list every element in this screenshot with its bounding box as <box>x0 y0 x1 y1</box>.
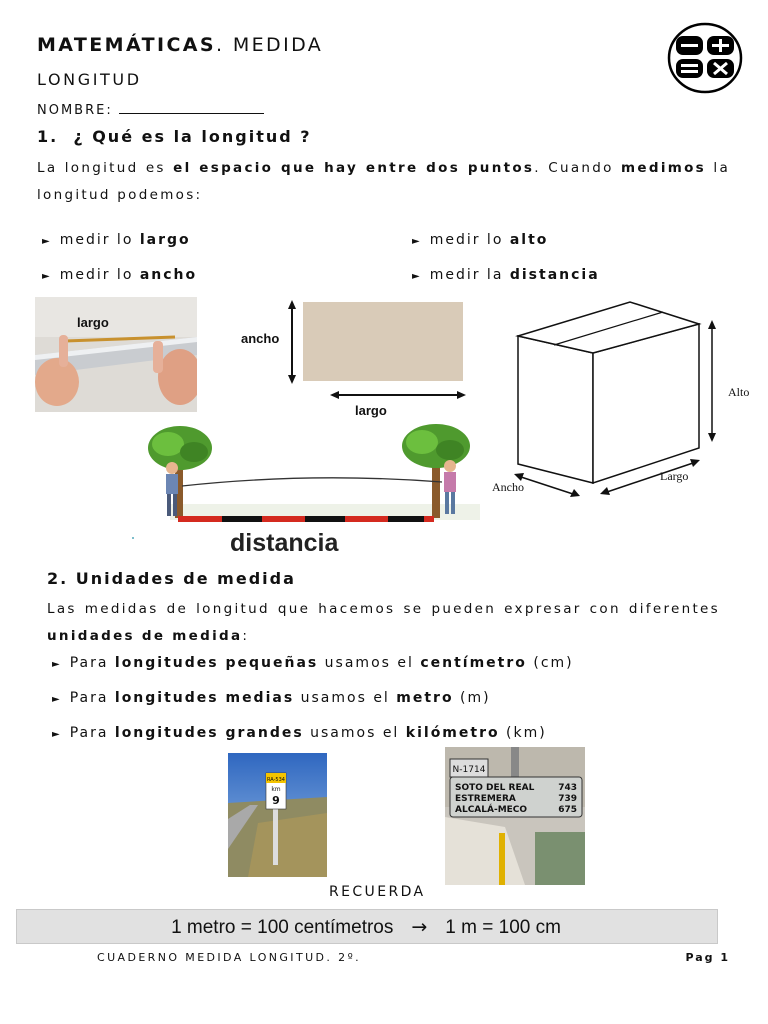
ruler-photo <box>35 297 197 412</box>
sign-place-3: ALCALÁ-MECO <box>455 805 528 815</box>
post-km: km <box>271 786 281 793</box>
sign-km-2: 739 <box>558 794 577 804</box>
rectangle-diagram <box>238 296 468 422</box>
section-1-paragraph: La longitud es el espacio que hay entre dos puntos. Cuando medimos la longitud podemos: <box>37 160 731 203</box>
name-field[interactable] <box>37 101 264 118</box>
recuerda-label: RECUERDA <box>329 884 426 900</box>
sign-place-1: SOTO DEL REAL <box>455 783 535 793</box>
name-label: NOMBRE: <box>37 103 113 118</box>
box-diagram <box>488 296 760 501</box>
box-ancho-label: Ancho <box>492 480 524 494</box>
section-2-paragraph: Las medidas de longitud que hacemos se pueden expresar con diferentes unidades de medida: <box>47 601 720 644</box>
triangle-bullet-icon: ► <box>52 729 60 740</box>
bullet-alto: ► medir lo alto <box>412 232 549 248</box>
road-sign-photo <box>445 747 585 885</box>
triangle-bullet-icon: ► <box>42 271 50 282</box>
post-code: RA-534 <box>267 777 285 783</box>
sign-km-3: 675 <box>558 805 577 815</box>
distancia-label: distancia <box>230 529 339 557</box>
section-2-heading: 2. Unidades de medida <box>47 569 296 588</box>
triangle-bullet-icon: ► <box>52 694 60 705</box>
sign-km-1: 743 <box>558 783 577 793</box>
unit-item-m: ► Para longitudes medias usamos el metro (m) <box>52 690 491 706</box>
section-1-heading: 1. ¿ Qué es la longitud ? <box>37 127 312 146</box>
sign-road-code: N-1714 <box>452 765 486 775</box>
bullet-distancia: ► medir la distancia <box>412 267 600 283</box>
triangle-bullet-icon: ► <box>42 236 50 247</box>
box-largo-label: Largo <box>660 469 689 483</box>
post-number: 9 <box>272 794 280 807</box>
bullet-largo: ► medir lo largo <box>42 232 191 248</box>
box-alto-label: Alto <box>728 385 750 399</box>
conversion-formula: 1 metro = 100 centímetros → 1 m = 100 cm <box>171 916 561 938</box>
triangle-bullet-icon: ► <box>52 659 60 670</box>
km-post-photo <box>228 753 327 877</box>
right-arrow-icon: → <box>411 916 428 938</box>
bullet-ancho: ► medir lo ancho <box>42 267 198 283</box>
rect-ancho-label: ancho <box>241 331 280 346</box>
page-title: MATEMÁTICAS. MEDIDA <box>37 34 324 56</box>
triangle-bullet-icon: ► <box>412 236 420 247</box>
distance-bar <box>178 516 434 522</box>
page-subtitle: LONGITUD <box>37 70 142 89</box>
name-line <box>119 101 264 114</box>
page-number: Pag 1 <box>685 951 730 964</box>
ruler-label: largo <box>77 315 109 330</box>
footer-title: CUADERNO MEDIDA LONGITUD. 2º. <box>97 951 362 964</box>
distance-illustration <box>130 420 490 558</box>
math-operations-logo <box>667 22 743 94</box>
rect-largo-label: largo <box>355 403 387 418</box>
unit-item-cm: ► Para longitudes pequeñas usamos el centímetro (cm) <box>52 655 574 671</box>
unit-item-km: ► Para longitudes grandes usamos el kilómetro (km) <box>52 725 547 741</box>
sign-place-2: ESTREMERA <box>455 794 516 804</box>
triangle-bullet-icon: ► <box>412 271 420 282</box>
